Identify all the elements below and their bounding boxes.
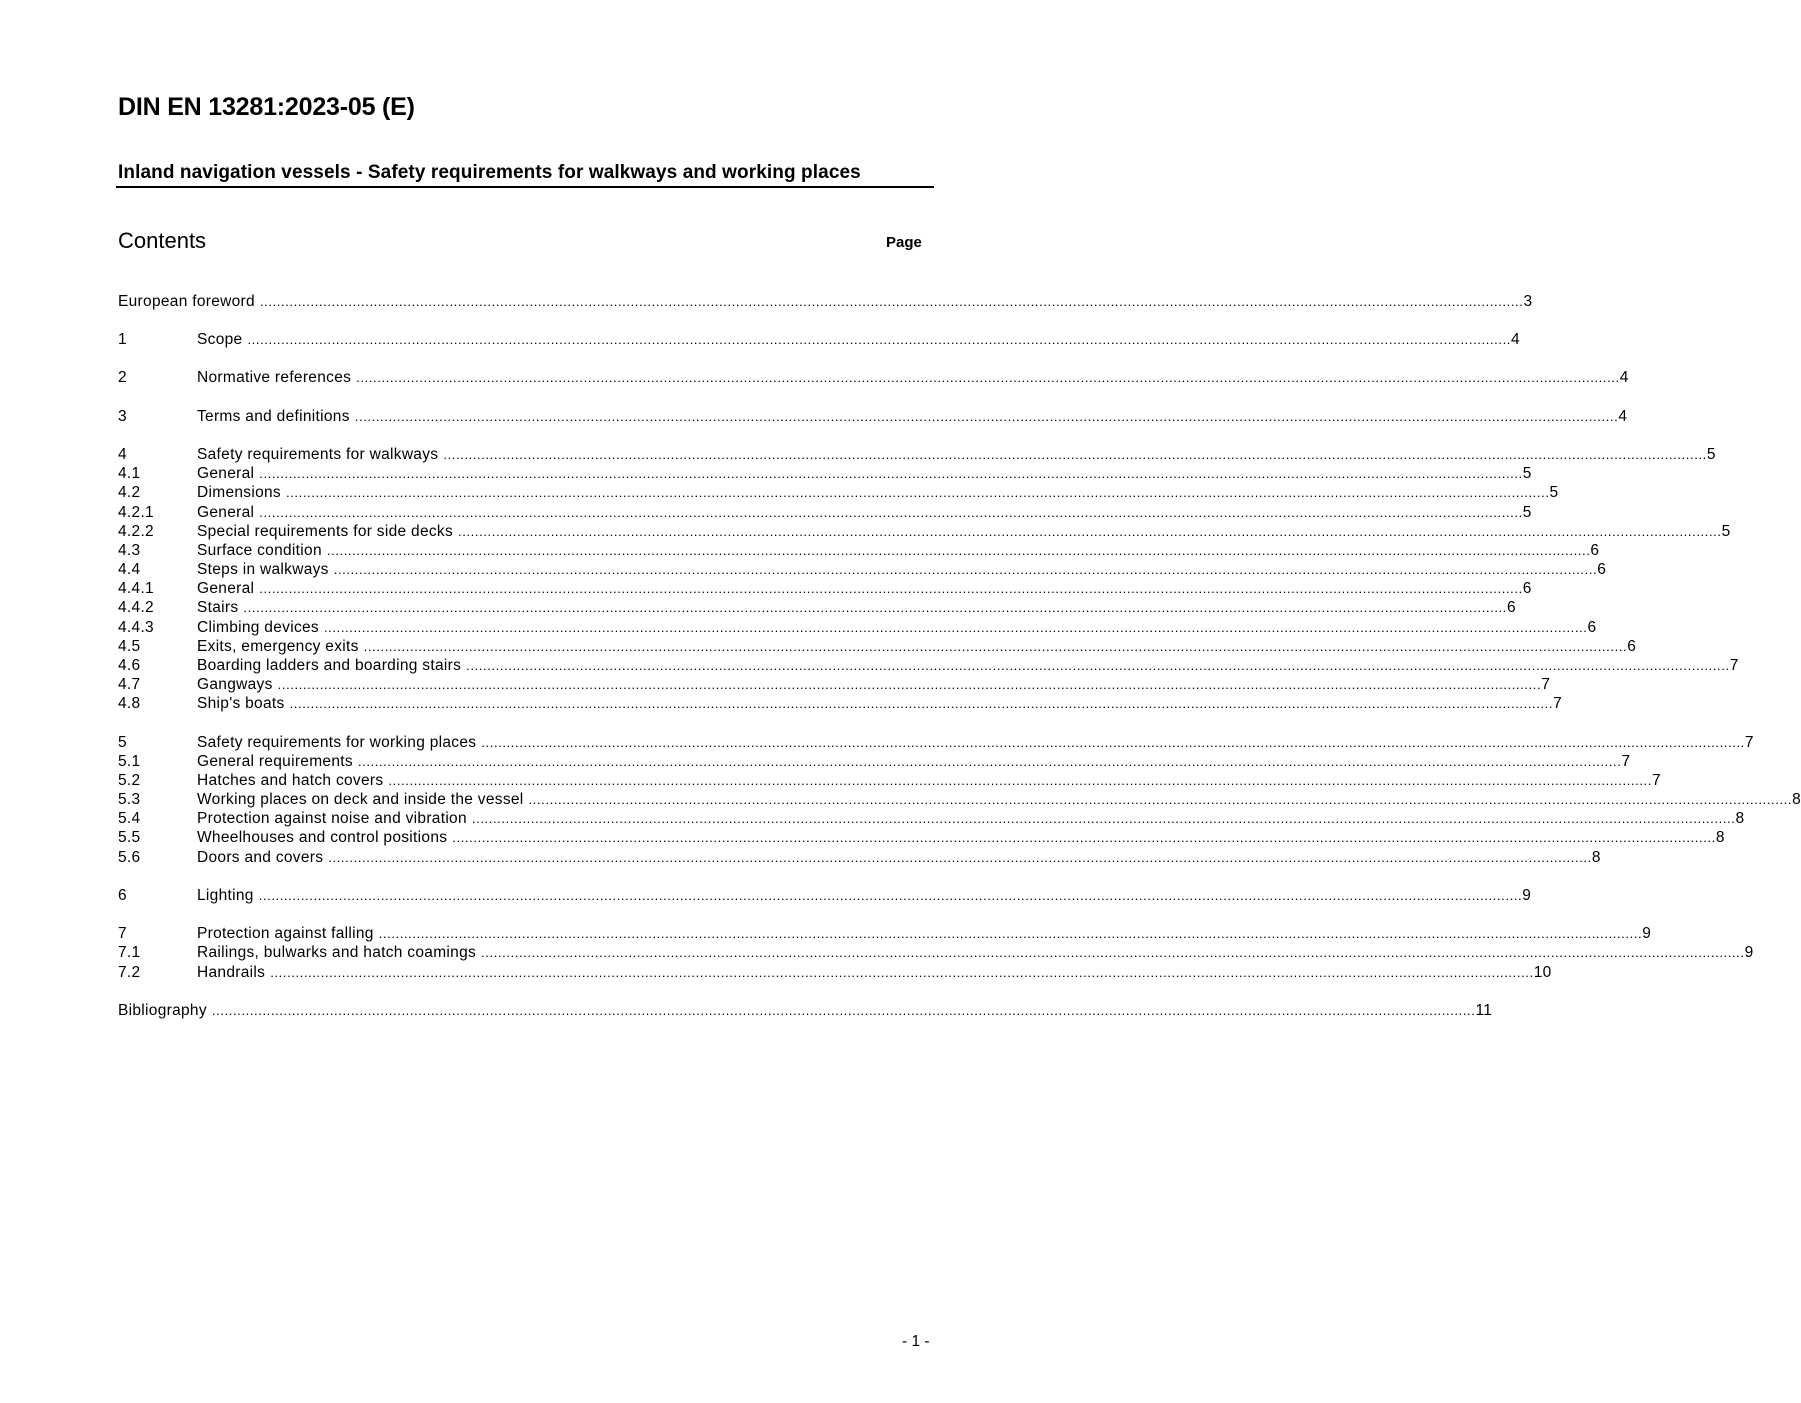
toc-leader: ............................................................................................................................................................................................................................................................................................................ <box>289 696 1554 711</box>
toc-entry[interactable] <box>118 330 1520 349</box>
toc-leader: ............................................................................................................................................................................................................................................................................................................ <box>323 620 1588 635</box>
toc-entry[interactable] <box>118 407 1628 426</box>
toc-leader: ............................................................................................................................................................................................................................................................................................................ <box>259 581 1523 596</box>
toc-entry[interactable] <box>118 1001 1493 1020</box>
toc-page: 7 <box>1651 772 1661 789</box>
toc-leader: ............................................................................................................................................................................................................................................................................................................ <box>471 811 1736 826</box>
toc-leader: ............................................................................................................................................................................................................................................................................................................ <box>356 370 1620 385</box>
toc-entry[interactable] <box>118 733 1754 752</box>
toc-leader: ............................................................................................................................................................................................................................................................................................................ <box>328 850 1592 865</box>
toc-page: 6 <box>1522 580 1532 597</box>
toc-leader: ............................................................................................................................................................................................................................................................................................................ <box>259 294 1524 309</box>
toc-entry[interactable] <box>118 943 1754 962</box>
toc-leader: ............................................................................................................................................................................................................................................................................................................ <box>333 562 1598 577</box>
toc-title: Lighting <box>197 887 254 904</box>
toc-page: 8 <box>1792 791 1801 808</box>
toc-entry[interactable] <box>118 522 1731 541</box>
document-subtitle: Inland navigation vessels - Safety requirements for walkways and working places <box>118 162 861 183</box>
toc-title: General <box>197 504 255 521</box>
toc-entry[interactable] <box>118 656 1739 675</box>
toc-entry[interactable] <box>118 483 1559 502</box>
toc-title: Special requirements for side decks <box>197 523 454 540</box>
toc-entry[interactable] <box>118 292 1533 311</box>
toc-page: 8 <box>1735 810 1745 827</box>
toc-title: Wheelhouses and control positions <box>197 829 448 846</box>
toc-leader: ............................................................................................................................................................................................................................................................................................................ <box>285 485 1550 500</box>
toc-number: 4.4.2 <box>118 599 154 616</box>
toc-number: 7.1 <box>118 944 141 961</box>
toc-leader: ............................................................................................................................................................................................................................................................................................................ <box>211 1003 1476 1018</box>
toc-entry[interactable] <box>118 886 1532 905</box>
toc-title: Gangways <box>197 676 273 693</box>
toc-page: 4 <box>1511 331 1520 348</box>
toc-title: Safety requirements for working places <box>197 734 477 751</box>
toc-title: Railings, bulwarks and hatch coamings <box>197 944 477 961</box>
toc-number: 5.1 <box>118 753 141 770</box>
toc-title: European foreword <box>118 293 255 310</box>
toc-leader: ............................................................................................................................................................................................................................................................................................................ <box>481 945 1745 960</box>
toc-page: 7 <box>1744 734 1754 751</box>
toc-page: 6 <box>1506 599 1516 616</box>
toc-number: 4.1 <box>118 465 141 482</box>
toc-number: 4.3 <box>118 542 141 559</box>
toc-page: 6 <box>1597 561 1607 578</box>
toc-number: 5.4 <box>118 810 141 827</box>
toc-entry[interactable] <box>118 445 1716 464</box>
toc-leader: ............................................................................................................................................................................................................................................................................................................ <box>443 447 1707 462</box>
toc-leader: ............................................................................................................................................................................................................................................................................................................ <box>247 332 1511 347</box>
toc-page: 9 <box>1744 944 1754 961</box>
toc-page: 9 <box>1522 887 1532 904</box>
contents-heading: Contents <box>118 228 207 253</box>
toc-entry[interactable] <box>118 771 1661 790</box>
toc-title: General <box>197 580 255 597</box>
toc-number: 5 <box>118 734 127 751</box>
toc-number: 5.5 <box>118 829 141 846</box>
toc-title: Working places on deck and inside the vessel <box>197 791 524 808</box>
toc-page: 3 <box>1523 293 1533 310</box>
toc-title: Bibliography <box>118 1002 207 1019</box>
toc-page: 7 <box>1553 695 1563 712</box>
toc-number: 5.6 <box>118 849 141 866</box>
toc-number: 4 <box>118 446 127 463</box>
toc-number: 1 <box>118 331 127 348</box>
toc-leader: ............................................................................................................................................................................................................................................................................................................ <box>466 658 1730 673</box>
toc-entry[interactable] <box>118 541 1600 560</box>
toc-entry[interactable] <box>118 637 1637 656</box>
toc-number: 5.2 <box>118 772 141 789</box>
toc-page: 5 <box>1721 523 1731 540</box>
toc-leader: ............................................................................................................................................................................................................................................................................................................ <box>259 505 1523 520</box>
toc-number: 4.4.1 <box>118 580 154 597</box>
toc-entry[interactable] <box>118 848 1601 867</box>
toc-number: 3 <box>118 408 127 425</box>
toc-page: 8 <box>1591 849 1601 866</box>
toc-leader: ............................................................................................................................................................................................................................................................................................................ <box>354 409 1619 424</box>
toc-title: Stairs <box>197 599 239 616</box>
toc-title: General requirements <box>197 753 353 770</box>
toc-title: Terms and definitions <box>197 408 350 425</box>
toc-number: 7.2 <box>118 964 141 981</box>
toc-number: 4.4 <box>118 561 141 578</box>
toc-title: Steps in walkways <box>197 561 329 578</box>
toc-title: Climbing devices <box>197 619 319 636</box>
toc-page: 4 <box>1619 369 1629 386</box>
toc-leader: ............................................................................................................................................................................................................................................................................................................ <box>357 754 1622 769</box>
toc-entry[interactable] <box>118 675 1551 694</box>
toc-page: 5 <box>1522 504 1532 521</box>
toc-number: 4.8 <box>118 695 141 712</box>
toc-page: 7 <box>1621 753 1631 770</box>
toc-page: 5 <box>1522 465 1532 482</box>
toc-page: 6 <box>1587 619 1597 636</box>
toc-number: 4.2.2 <box>118 523 154 540</box>
toc-number: 5.3 <box>118 791 141 808</box>
toc-page: 10 <box>1533 964 1552 981</box>
toc-number: 4.6 <box>118 657 141 674</box>
toc-title: Protection against noise and vibration <box>197 810 467 827</box>
toc-page: 9 <box>1642 925 1652 942</box>
toc-number: 2 <box>118 369 127 386</box>
toc-entry[interactable] <box>118 694 1563 713</box>
footer-page-number: - 1 - <box>902 1333 930 1350</box>
toc-entry[interactable] <box>118 924 1652 943</box>
toc-leader: ............................................................................................................................................................................................................................................................................................................ <box>243 600 1507 615</box>
toc-page: 4 <box>1618 408 1628 425</box>
toc-leader: ............................................................................................................................................................................................................................................................................................................ <box>452 830 1716 845</box>
toc-entry[interactable] <box>118 598 1516 617</box>
toc-leader: ............................................................................................................................................................................................................................................................................................................ <box>270 965 1534 980</box>
toc-title: Safety requirements for walkways <box>197 446 439 463</box>
toc-page: 5 <box>1549 484 1559 501</box>
toc-title: Handrails <box>197 964 266 981</box>
toc-page: 11 <box>1475 1002 1493 1019</box>
toc-number: 4.7 <box>118 676 141 693</box>
toc-title: Boarding ladders and boarding stairs <box>197 657 462 674</box>
toc-leader: ............................................................................................................................................................................................................................................................................................................ <box>388 773 1652 788</box>
toc-number: 6 <box>118 887 127 904</box>
toc-leader: ............................................................................................................................................................................................................................................................................................................ <box>378 926 1643 941</box>
toc-leader: ............................................................................................................................................................................................................................................................................................................ <box>458 524 1722 539</box>
toc-number: 4.2.1 <box>118 504 154 521</box>
toc-entry[interactable] <box>118 464 1532 483</box>
toc-leader: ............................................................................................................................................................................................................................................................................................................ <box>363 639 1628 654</box>
toc-entry[interactable] <box>118 790 1801 809</box>
toc-leader: ............................................................................................................................................................................................................................................................................................................ <box>259 466 1523 481</box>
toc-entry[interactable] <box>118 368 1629 387</box>
toc-number: 7 <box>118 925 127 942</box>
toc-number: 4.5 <box>118 638 141 655</box>
toc-leader: ............................................................................................................................................................................................................................................................................................................ <box>481 735 1745 750</box>
toc-title: Exits, emergency exits <box>197 638 359 655</box>
toc-title: Doors and covers <box>197 849 324 866</box>
toc-leader: ............................................................................................................................................................................................................................................................................................................ <box>258 888 1523 903</box>
toc-number: 4.4.3 <box>118 619 154 636</box>
toc-page: 8 <box>1715 829 1725 846</box>
toc-entry[interactable] <box>118 579 1532 598</box>
toc-title: Protection against falling <box>197 925 374 942</box>
toc-leader: ............................................................................................................................................................................................................................................................................................................ <box>528 792 1793 807</box>
toc-entry[interactable] <box>118 752 1631 771</box>
toc-title: Ship's boats <box>197 695 285 712</box>
toc-title: Surface condition <box>197 542 322 559</box>
toc-title: Normative references <box>197 369 352 386</box>
toc-leader: ............................................................................................................................................................................................................................................................................................................ <box>277 677 1542 692</box>
toc-page: 6 <box>1627 638 1637 655</box>
toc-page: 7 <box>1729 657 1739 674</box>
toc-title: General <box>197 465 255 482</box>
toc-entry[interactable] <box>118 963 1552 982</box>
toc-page: 7 <box>1541 676 1551 693</box>
toc-title: Scope <box>197 331 243 348</box>
document-id-heading: DIN EN 13281:2023-05 (E) <box>118 93 415 121</box>
toc-page: 5 <box>1706 446 1716 463</box>
toc-entry[interactable] <box>118 828 1725 847</box>
toc-title: Hatches and hatch covers <box>197 772 384 789</box>
toc-page: 6 <box>1590 542 1600 559</box>
toc-number: 4.2 <box>118 484 141 501</box>
toc-entry[interactable] <box>118 618 1597 637</box>
toc-entry[interactable] <box>118 560 1607 579</box>
toc-entry[interactable] <box>118 809 1745 828</box>
toc-entry[interactable] <box>118 503 1532 522</box>
page-column-heading: Page <box>886 234 922 251</box>
toc-title: Dimensions <box>197 484 281 501</box>
toc-leader: ............................................................................................................................................................................................................................................................................................................ <box>326 543 1591 558</box>
